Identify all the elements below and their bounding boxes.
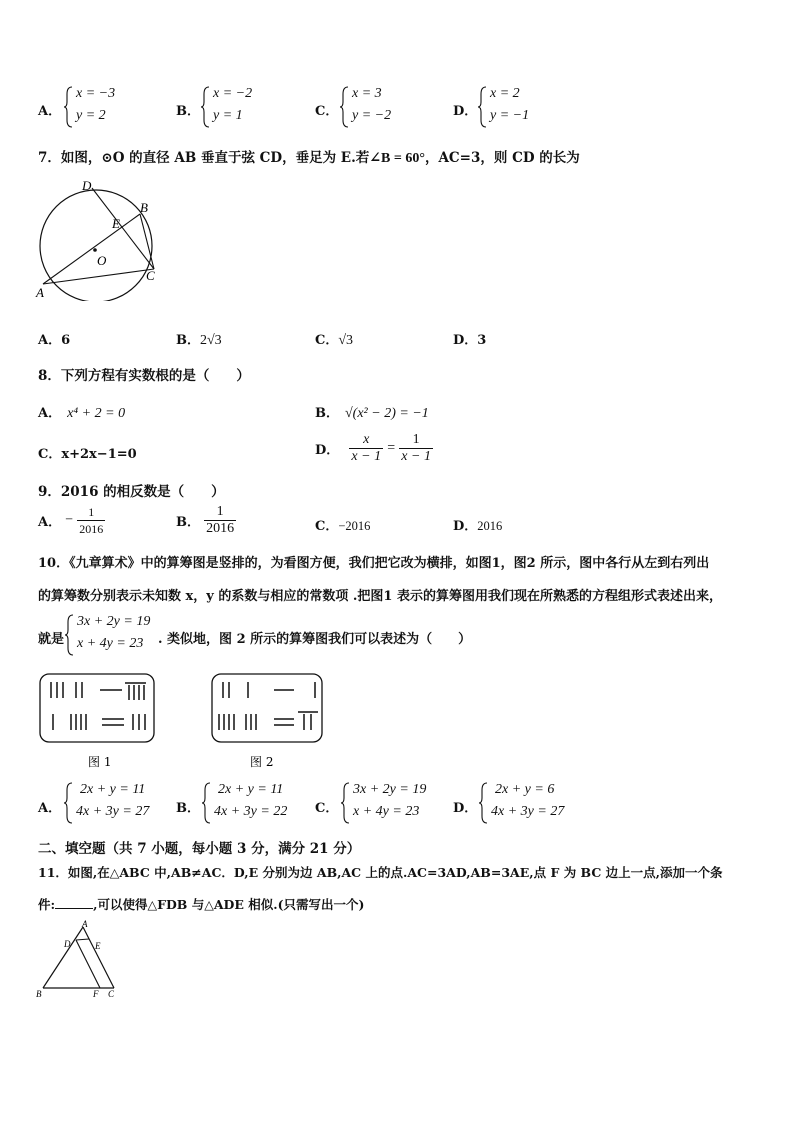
q7-stem-math: ∠B = 60° — [369, 151, 425, 166]
side-ac — [83, 927, 114, 988]
option-text: 2√3 — [200, 333, 222, 348]
label-e: E — [112, 216, 120, 231]
numerator: 1 — [77, 504, 105, 521]
brace-icon — [65, 614, 75, 656]
system-row1: 2x + y = 6 — [495, 782, 555, 797]
q8-option-b — [315, 402, 429, 422]
option-label: C． — [38, 447, 62, 462]
brace-icon — [479, 782, 489, 824]
option-text: √(x² − 2) = −1 — [345, 406, 429, 421]
fig2-caption: 图 2 — [250, 755, 274, 769]
q10-option-d-system — [479, 782, 579, 822]
system-row1: 3x + 2y = 19 — [77, 614, 151, 629]
q6-option-a-label: A． — [38, 104, 62, 119]
denominator: x − 1 — [351, 449, 382, 464]
minus-sign: − — [65, 512, 74, 528]
label-c: C — [146, 268, 155, 283]
label-d: D — [82, 178, 92, 193]
q8-option-d — [315, 432, 433, 465]
q6-option-a-system — [64, 86, 144, 126]
q6-b-row1: x = −2 — [213, 86, 253, 101]
q7-stem-part1: 7．如图，⊙O 的直径 AB 垂直于弦 CD，垂足为 E.若 — [38, 150, 370, 166]
q10-line3-b: . 类似地，图 2 所示的算筹图我们可以表述为（ ） — [158, 632, 472, 647]
brace-icon — [202, 782, 212, 824]
option-label: D． — [453, 519, 478, 534]
q11-line2-part2: ,可以使得△FDB 与△ADE 相似.(只需写出一个) — [93, 897, 365, 912]
fig1-caption: 图 1 — [88, 755, 112, 769]
brace-icon — [201, 86, 211, 128]
system-row1: 2x + y = 11 — [218, 782, 284, 797]
q10-stem-system — [65, 614, 165, 654]
label-o: O — [97, 253, 107, 268]
q7-option-c — [315, 329, 353, 349]
q9-option-a — [38, 504, 105, 537]
system-row2: x + 4y = 23 — [353, 804, 420, 819]
option-text: x⁴ + 2 = 0 — [67, 406, 126, 421]
q6-d-row1: x = 2 — [490, 86, 520, 101]
brace-icon — [64, 782, 74, 824]
brace-icon — [478, 86, 488, 128]
fig2-rods — [219, 682, 318, 730]
option-text: 6 — [61, 333, 71, 348]
q10-line2: 的算筹数分别表示未知数 x，y 的系数与相应的常数项 .把图1 表示的算筹图用我们现在所熟悉的方程组形式表述出来， — [38, 589, 722, 604]
option-text: √3 — [338, 333, 354, 348]
option-text: x+2x−1=0 — [61, 447, 137, 462]
fraction — [204, 504, 236, 537]
label-b: B — [140, 200, 148, 215]
label-f: F — [93, 989, 99, 999]
brace-icon — [64, 86, 74, 128]
diameter-ab — [43, 214, 140, 284]
q7-circle-figure — [34, 176, 164, 301]
system-row2: 4x + 3y = 27 — [491, 804, 565, 819]
q7-stem — [38, 146, 580, 167]
q7-option-d — [453, 329, 486, 348]
denominator: 2016 — [206, 521, 235, 536]
label-e: E — [95, 941, 101, 951]
option-label: C． — [315, 333, 339, 348]
option-label: A． — [38, 333, 62, 348]
segment-ac — [43, 269, 154, 284]
label-a: A — [82, 919, 88, 929]
option-text: −2016 — [338, 519, 371, 533]
q10-option-c-label: C． — [315, 801, 339, 816]
q6-option-c-label: C． — [315, 104, 339, 119]
equals-sign: = — [387, 440, 396, 456]
q8-option-a — [38, 402, 125, 422]
option-label: B． — [176, 515, 200, 530]
option-label: A． — [38, 515, 62, 530]
option-text: 3 — [477, 333, 487, 348]
label-d: D — [64, 939, 71, 949]
option-label: D． — [315, 443, 340, 458]
label-c: C — [108, 989, 115, 999]
q10-option-d-label: D． — [453, 801, 478, 816]
fraction — [399, 432, 433, 465]
q10-option-c-system — [341, 782, 441, 822]
q10-option-b-label: B． — [176, 801, 200, 816]
q7-option-a — [38, 329, 70, 348]
option-label: C． — [315, 519, 339, 534]
q6-c-row2: y = −2 — [352, 108, 392, 123]
brace-icon — [340, 86, 350, 128]
q6-a-row1: x = −3 — [76, 86, 116, 101]
system-row2: 4x + 3y = 27 — [76, 804, 150, 819]
q11-line2 — [38, 895, 364, 913]
denominator: 2016 — [79, 522, 104, 536]
fraction — [77, 504, 105, 537]
q9-option-b — [176, 504, 236, 537]
q10-option-a-label: A． — [38, 801, 62, 816]
q10-option-b-system — [202, 782, 302, 822]
q6-c-row1: x = 3 — [352, 86, 382, 101]
q8-stem: 8．下列方程有实数根的是（ ） — [38, 368, 250, 384]
system-row2: x + 4y = 23 — [77, 636, 144, 651]
q8-option-c — [38, 443, 137, 462]
numerator: 1 — [399, 432, 433, 449]
option-label: B． — [315, 406, 339, 421]
numerator: 1 — [204, 504, 236, 521]
section2-title: 二、填空题（共 7 小题，每小题 3 分，满分 21 分） — [38, 841, 361, 857]
q11-triangle-figure — [34, 918, 124, 1002]
label-b: B — [36, 989, 42, 999]
numerator: x — [349, 432, 383, 449]
q6-option-d-label: D． — [453, 104, 478, 119]
q10-counting-rod-figures — [36, 670, 326, 770]
option-label: D． — [453, 333, 478, 348]
q10-line3-a: 就是 — [38, 632, 65, 647]
system-row2: 4x + 3y = 22 — [214, 804, 288, 819]
q10-line1: 10．《九章算术》中的算筹图是竖排的，为看图方便，我们把它改为横排，如图1，图2 所示，图中各行从左到右列出 — [38, 556, 710, 571]
center-dot — [93, 248, 97, 252]
side-ab — [43, 927, 83, 988]
q10-option-a-system — [64, 782, 164, 822]
q11-line1: 11．如图,在△ABC 中,AB≠AC．D,E 分别为边 AB,AC 上的点.AC=3AD,AB=3AE,点 F 为 BC 边上一点,添加一个条 — [38, 865, 723, 880]
q6-d-row2: y = −1 — [490, 108, 530, 123]
system-row1: 3x + 2y = 19 — [353, 782, 427, 797]
fig1-rods — [51, 682, 146, 730]
option-label: A． — [38, 406, 62, 421]
q9-stem: 9．2016 的相反数是（ ） — [38, 484, 225, 500]
option-text: 2016 — [477, 519, 503, 533]
option-label: B． — [176, 333, 200, 348]
q7-stem-part2: ，AC=3，则 CD 的长为 — [424, 150, 580, 166]
q7-option-b — [176, 329, 222, 349]
segment-de — [76, 939, 89, 940]
q11-line2-part1: 件: — [38, 897, 56, 912]
q9-option-d — [453, 515, 502, 534]
q6-option-c-system — [340, 86, 420, 126]
q6-a-row2: y = 2 — [76, 108, 106, 123]
q6-option-b-system — [201, 86, 281, 126]
q6-option-b-label: B． — [176, 104, 200, 119]
label-a: A — [36, 285, 44, 300]
brace-icon — [341, 782, 351, 824]
denominator: x − 1 — [401, 449, 431, 464]
answer-blank[interactable] — [55, 896, 93, 909]
system-row1: 2x + y = 11 — [80, 782, 146, 797]
q6-option-d-system — [478, 86, 558, 126]
fraction — [349, 432, 383, 465]
q9-option-c — [315, 515, 370, 534]
q6-b-row2: y = 1 — [213, 108, 243, 123]
